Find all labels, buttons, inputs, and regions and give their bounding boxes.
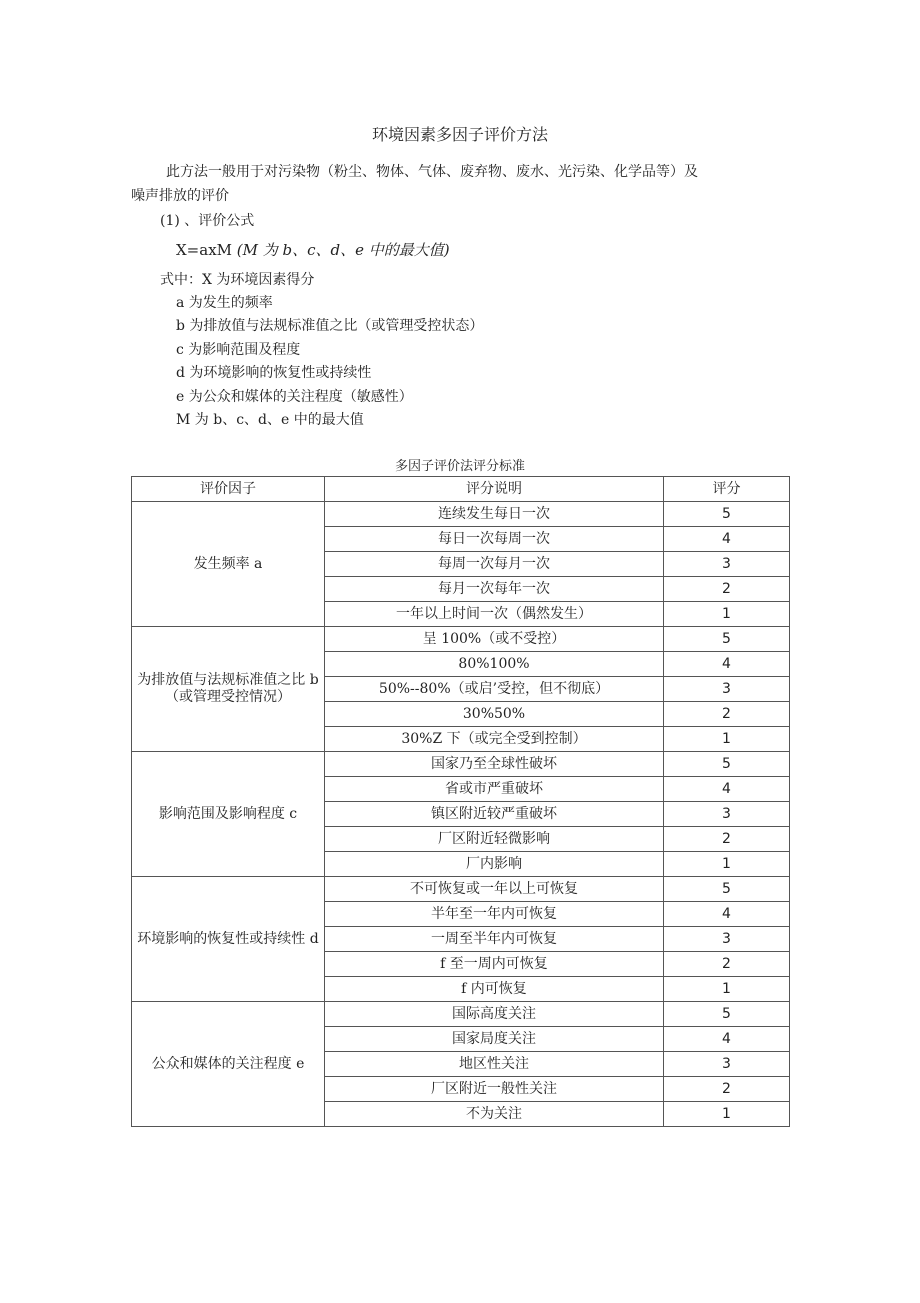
description-cell: 不为关注 — [325, 1102, 664, 1127]
table-row — [132, 502, 790, 527]
table-row — [132, 752, 790, 777]
description-cell: 一周至半年内可恢复 — [325, 927, 664, 952]
definition-x: 式中：X 为环境因素得分 — [160, 272, 315, 288]
header-score: 评分 — [664, 477, 790, 502]
score-cell: 2 — [664, 577, 790, 602]
formula-expression: X=axM — [176, 241, 237, 259]
description-cell: 厂内影响 — [325, 852, 664, 877]
description-cell: 半年至一年内可恢复 — [325, 902, 664, 927]
definition-e: e 为公众和媒体的关注程度（敏感性） — [176, 389, 413, 405]
score-cell: 4 — [664, 527, 790, 552]
definition-c: c 为影响范围及程度 — [176, 342, 301, 358]
score-cell: 1 — [664, 602, 790, 627]
table-row — [132, 877, 790, 902]
factor-cell-c: 影响范围及影响程度 c — [132, 752, 325, 877]
score-cell: 1 — [664, 852, 790, 877]
score-cell: 2 — [664, 827, 790, 852]
table-header-row — [132, 477, 790, 502]
description-cell: 连续发生每日一次 — [325, 502, 664, 527]
score-cell: 3 — [664, 552, 790, 577]
description-cell: 30%Z 下（或完全受到控制） — [325, 727, 664, 752]
score-cell: 3 — [664, 927, 790, 952]
description-cell: 每日一次每周一次 — [325, 527, 664, 552]
score-cell: 4 — [664, 902, 790, 927]
header-factor: 评价因子 — [132, 477, 325, 502]
score-cell: 1 — [664, 1102, 790, 1127]
description-cell: 呈 100%（或不受控） — [325, 627, 664, 652]
description-cell: 30%50% — [325, 702, 664, 727]
header-description: 评分说明 — [325, 477, 664, 502]
description-cell: 厂区附近轻微影响 — [325, 827, 664, 852]
factor-cell-b: 为排放值与法规标准值之比 b（或管理受控情况） — [132, 627, 325, 752]
factor-cell-e: 公众和媒体的关注程度 e — [132, 1002, 325, 1127]
score-cell: 4 — [664, 652, 790, 677]
description-cell: f 至一周内可恢复 — [325, 952, 664, 977]
intro-line-1: 此方法一般用于对污染物（粉尘、物体、气体、废弃物、废水、光污染、化学品等）及 — [166, 164, 698, 180]
description-cell: 每月一次每年一次 — [325, 577, 664, 602]
score-cell: 3 — [664, 802, 790, 827]
score-cell: 1 — [664, 727, 790, 752]
description-cell: 国家局度关注 — [325, 1027, 664, 1052]
description-cell: 每周一次每月一次 — [325, 552, 664, 577]
score-cell: 2 — [664, 952, 790, 977]
description-cell: f 内可恢复 — [325, 977, 664, 1002]
description-cell: 国际高度关注 — [325, 1002, 664, 1027]
description-cell: 省或市严重破坏 — [325, 777, 664, 802]
description-cell: 国家乃至全球性破坏 — [325, 752, 664, 777]
factor-cell-d: 环境影响的恢复性或持续性 d — [132, 877, 325, 1002]
table-row — [132, 627, 790, 652]
description-cell: 不可恢复或一年以上可恢复 — [325, 877, 664, 902]
description-cell: 一年以上时间一次（偶然发生） — [325, 602, 664, 627]
description-cell: 50%--80%（或启’受控，但不彻底） — [325, 677, 664, 702]
score-cell: 5 — [664, 877, 790, 902]
score-cell: 3 — [664, 1052, 790, 1077]
score-cell: 5 — [664, 752, 790, 777]
score-cell: 2 — [664, 1077, 790, 1102]
score-cell: 3 — [664, 677, 790, 702]
score-cell: 5 — [664, 502, 790, 527]
table-row — [132, 1002, 790, 1027]
section-heading: (1) 、评价公式 — [160, 213, 255, 229]
definition-d: d 为环境影响的恢复性或持续性 — [176, 365, 372, 381]
score-cell: 1 — [664, 977, 790, 1002]
score-cell: 2 — [664, 702, 790, 727]
score-cell: 5 — [664, 1002, 790, 1027]
factor-cell-a: 发生频率 a — [132, 502, 325, 627]
formula-line — [176, 239, 450, 260]
description-cell: 80%100% — [325, 652, 664, 677]
table-caption: 多因子评价法评分标准 — [394, 459, 525, 474]
score-cell: 4 — [664, 1027, 790, 1052]
description-cell: 厂区附近一般性关注 — [325, 1077, 664, 1102]
description-cell: 地区性关注 — [325, 1052, 664, 1077]
definition-m: M 为 b、c、d、e 中的最大值 — [176, 412, 364, 428]
formula-note: (M 为 b、c、d、e 中的最大值) — [236, 241, 450, 259]
scoring-table — [131, 476, 790, 1127]
description-cell: 镇区附近较严重破坏 — [325, 802, 664, 827]
definition-a: a 为发生的频率 — [176, 295, 273, 311]
score-cell: 5 — [664, 627, 790, 652]
score-cell: 4 — [664, 777, 790, 802]
definition-b: b 为排放值与法规标准值之比（或管理受控状态） — [176, 318, 484, 334]
document-title: 环境因素多因子评价方法 — [371, 125, 548, 144]
intro-line-2: 噪声排放的评价 — [131, 188, 229, 204]
